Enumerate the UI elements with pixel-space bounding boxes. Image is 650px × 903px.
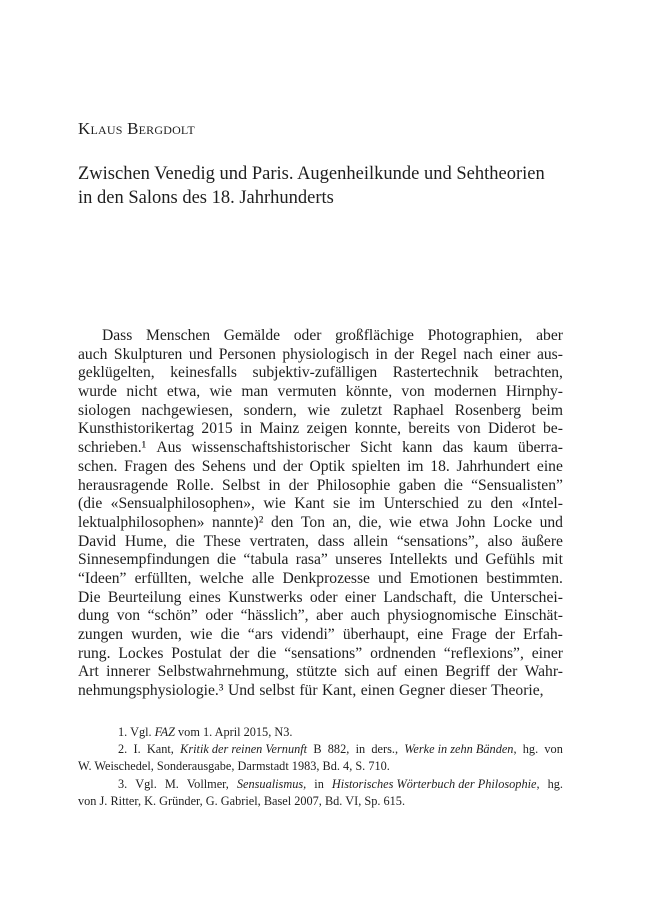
body-word: in (375, 345, 388, 363)
footnote-word: von (544, 742, 563, 757)
body-word: Rolle. (176, 476, 214, 494)
body-word: keinesfalls (170, 364, 237, 382)
body-word: Unterschied (383, 495, 459, 513)
body-word: Fragen (124, 457, 168, 475)
body-word: physiognomische (387, 607, 497, 625)
body-word: zuletzt (340, 401, 383, 419)
footnote-word: Vollmer, (186, 776, 229, 791)
body-word: “hässlich”, (240, 607, 309, 625)
footnote-title: Historisches Wörterbuch der Philosophie, (331, 776, 540, 791)
body-word: zungen (78, 626, 124, 643)
body-word: Rosenberg (454, 401, 522, 419)
body-word: Mainz (259, 420, 300, 438)
footnotes (78, 724, 563, 810)
footnote-word: in (314, 776, 324, 791)
body-word: Locke (493, 513, 533, 531)
footnote-word: hg. (522, 742, 539, 757)
body-word: David (78, 532, 117, 550)
body-word: einen (404, 663, 438, 681)
body-word: wie (389, 513, 412, 531)
body-word: wie (189, 626, 213, 643)
body-word: “sensations” (284, 644, 363, 662)
body-word: ordnenden (370, 644, 436, 662)
body-word: Personen (218, 345, 276, 363)
body-word: Lockes (118, 644, 164, 662)
body-paragraph (78, 327, 563, 701)
body-word: in (268, 476, 281, 494)
body-word: an, (332, 513, 352, 531)
body-word: 2015 (201, 420, 233, 438)
body-word: Raphael (392, 401, 445, 419)
body-line (78, 626, 563, 645)
body-word: der (282, 457, 303, 475)
body-word: physiologisch (282, 345, 370, 363)
body-word: Philosophie (316, 476, 391, 494)
body-word: Beurteilung (107, 588, 182, 606)
footnote-word: ders., (371, 742, 399, 757)
body-word: die, (358, 513, 382, 531)
footnote-1-date: vom 1. April 2015, N3. (174, 725, 293, 739)
footnote-3-line-2: von J. Ritter, K. Gründer, G. Gabriel, Basel 2007, Bd. VI, Sp. 615. (78, 793, 406, 808)
body-word: oder (309, 588, 338, 606)
body-word: äußere (521, 532, 563, 550)
body-word: be- (543, 420, 563, 438)
body-word: Gefühls (485, 551, 535, 569)
body-word: Denkprozesse (282, 569, 370, 587)
body-word: nicht (126, 383, 158, 401)
body-word: nach (463, 345, 493, 363)
body-word: Selbst (222, 476, 261, 494)
body-word: der (497, 663, 518, 681)
body-word: Frage (451, 626, 487, 643)
body-word: aber (536, 327, 563, 344)
body-word: Art (78, 663, 99, 681)
footnote-word: B (313, 742, 322, 757)
body-word: den (270, 513, 294, 531)
body-line (78, 589, 563, 608)
footnote-segment (404, 741, 516, 758)
footnote-1-text: 1. Vgl. (118, 725, 155, 739)
footnote-word: in (355, 742, 366, 757)
body-word: für (299, 682, 318, 700)
body-word: Wahr- (524, 663, 563, 681)
body-word: welche (199, 569, 244, 587)
footnote-title: Werke in zehn Bänden (404, 742, 514, 757)
footnote-title: Kritik der reinen Vernunft (180, 742, 308, 757)
body-word: eines (188, 588, 221, 606)
body-word: Theorie, (491, 682, 544, 700)
body-line (78, 514, 563, 533)
body-word: der (494, 626, 515, 643)
body-word: wie (209, 383, 233, 401)
body-line (78, 663, 563, 682)
body-word: Gegner (399, 682, 445, 700)
body-word: erfüllten, (134, 569, 192, 587)
body-word: der (288, 476, 309, 494)
body-word: kann (402, 439, 433, 457)
body-word: zu (467, 495, 483, 513)
body-word: (die (78, 495, 103, 513)
body-word: wurden, (131, 626, 182, 643)
footnote-3-line-1 (78, 776, 563, 793)
body-word: betrachten, (494, 364, 563, 382)
body-word: Die (78, 588, 101, 606)
body-word: «Sensualphilosophen», (110, 495, 255, 513)
body-word: alle (251, 569, 275, 587)
body-line (78, 533, 563, 552)
body-line (78, 682, 563, 701)
body-word: rung. (78, 644, 111, 662)
body-word: auf (376, 663, 397, 681)
body-word: etwa, (166, 383, 201, 401)
body-word: könnte, (345, 383, 393, 401)
body-word: der (229, 644, 250, 662)
body-word: von (116, 607, 141, 625)
body-line (78, 402, 563, 421)
body-word: Gemälde (223, 327, 281, 344)
body-word: zeigen (306, 420, 348, 438)
footnote-word: M. (164, 776, 179, 791)
body-line (78, 495, 563, 514)
body-word: die (220, 626, 240, 643)
body-word: des (174, 457, 196, 475)
body-word: geklügelten, (78, 364, 155, 382)
footnote-punct: , (513, 742, 517, 757)
body-word: Jahrhundert (456, 457, 531, 475)
body-word: dung (78, 607, 110, 625)
body-word: Selbstwahrnehmung, (157, 663, 289, 681)
body-word: modernen (434, 383, 497, 401)
body-word: sondern, (243, 401, 297, 419)
body-word: eine (536, 457, 563, 475)
body-word: Hume, (124, 532, 167, 550)
body-word: John (456, 513, 486, 531)
body-word: Einschät- (504, 607, 563, 625)
body-word: stützte (296, 663, 337, 681)
body-word: bestimmten. (486, 569, 563, 587)
body-word: Aus (156, 439, 182, 457)
body-word: oder (293, 327, 322, 344)
body-word: dass (317, 532, 345, 550)
body-word: Unterschei- (490, 588, 563, 606)
body-word: “tabula (243, 551, 289, 569)
body-word: “ars (247, 626, 273, 643)
body-word: Und (227, 682, 255, 700)
footnote-1-source: FAZ (154, 725, 175, 739)
body-word: von (457, 420, 481, 438)
body-word: also (487, 532, 513, 550)
body-word: und (252, 457, 277, 475)
body-word: lektualphilosophen» (78, 513, 205, 531)
chapter-title-line-1: Zwischen Venedig und Paris. Augenheilkunde und Sehtheorien (78, 164, 545, 184)
body-word: überhaupt, (342, 626, 410, 643)
body-line (78, 327, 563, 346)
body-word: “sensations”, (396, 532, 479, 550)
body-word: die (443, 476, 463, 494)
body-word: Rastertechnik (392, 364, 479, 382)
body-word: aus- (536, 345, 563, 363)
body-word: und (539, 513, 563, 531)
body-word: der (394, 345, 415, 363)
body-word: “Ideen” (78, 569, 127, 587)
body-word: eine (417, 626, 444, 643)
body-word: These (203, 532, 241, 550)
body-line (78, 570, 563, 589)
body-word: die (217, 551, 237, 569)
body-line (78, 346, 563, 365)
body-word: Begriff (445, 663, 490, 681)
body-word: wie (263, 495, 286, 513)
body-word: allein (353, 532, 389, 550)
body-word: auch (350, 607, 380, 625)
body-word: rasa” (295, 551, 328, 569)
body-word: Sinnesempfindungen (78, 551, 210, 569)
body-word: wie (307, 401, 331, 419)
body-word: die (257, 644, 277, 662)
body-line (78, 364, 563, 383)
body-word: Kunstwerks (228, 588, 303, 606)
body-word: «Intel- (521, 495, 563, 513)
body-word: beim (531, 401, 563, 419)
body-word: Kant (294, 495, 325, 513)
footnote-1 (78, 724, 563, 741)
body-word: Menschen (146, 327, 211, 344)
chapter-title-line-2: in den Salons des 18. Jahrhunderts (78, 188, 334, 208)
body-word: dieser (449, 682, 487, 700)
body-word: Erfah- (523, 626, 563, 643)
body-word: unseres (335, 551, 382, 569)
body-word: im (358, 495, 376, 513)
footnote-word: 2. (118, 742, 128, 757)
body-word: vermuten (277, 383, 337, 401)
footnote-word: I. (133, 742, 141, 757)
body-line (78, 439, 563, 458)
body-word: oder (205, 607, 234, 625)
body-word: Regel (420, 345, 457, 363)
body-word: vertraten, (249, 532, 309, 550)
body-word: von (401, 383, 425, 401)
body-word: aber (316, 607, 343, 625)
body-word: konnte, (354, 420, 402, 438)
body-word: nehmungsphysiologie.³ (78, 682, 224, 700)
body-word: “Sensualisten” (471, 476, 563, 494)
body-word: selbst (259, 682, 295, 700)
footnote-2-line-2: W. Weischedel, Sonderausgabe, Darmstadt 1983, Bd. 4, S. 710. (78, 759, 390, 774)
body-word: großflächige (335, 327, 414, 344)
body-line (78, 607, 563, 626)
body-word: sich (344, 663, 370, 681)
body-word: wissenschaftshistorischer (191, 439, 351, 457)
body-word: einen (360, 682, 395, 700)
body-word: kaum (473, 439, 508, 457)
body-word: subjektiv-zufälligen (252, 364, 378, 382)
body-word: überra- (517, 439, 563, 457)
body-word: Skulpturen (113, 345, 183, 363)
footnote-2-line-1 (78, 741, 563, 758)
body-word: schen. (78, 457, 118, 475)
body-word: einer (344, 588, 377, 606)
body-line (78, 383, 563, 402)
body-word: herausragende (78, 476, 169, 494)
body-word: Sicht (360, 439, 393, 457)
body-line (78, 420, 563, 439)
body-word: Ton (300, 513, 325, 531)
body-word: innerer (106, 663, 151, 681)
body-word: gaben (398, 476, 436, 494)
body-word: bereits (408, 420, 450, 438)
footnote-word: Vgl. (135, 776, 157, 791)
body-word: die (175, 532, 195, 550)
body-word: nachgewiesen, (141, 401, 233, 419)
chapter-title (78, 162, 598, 210)
footnote-word: hg. (547, 776, 563, 791)
body-word: nannte)² (211, 513, 264, 531)
body-word: spielten (351, 457, 401, 475)
body-word: sie (332, 495, 351, 513)
body-word: schrieben.¹ (78, 439, 147, 457)
footnote-word: 3. (118, 776, 128, 791)
body-line (78, 551, 563, 570)
body-word: etwa (419, 513, 449, 531)
body-word: auch (78, 345, 108, 363)
body-word: 18. (430, 457, 450, 475)
footnote-word: Kant, (146, 742, 174, 757)
footnote-word: 882, (327, 742, 350, 757)
body-word: man (241, 383, 269, 401)
body-word: “schön” (147, 607, 198, 625)
body-line (78, 458, 563, 477)
author-name: Klaus Bergdolt (78, 119, 195, 138)
body-word: Landschaft, (383, 588, 457, 606)
body-word: und (188, 345, 213, 363)
body-word: Sehens (201, 457, 246, 475)
body-word: Kunsthistorikertag (78, 420, 195, 438)
body-word: Hirnphy- (505, 383, 563, 401)
footnote-title: Sensualismus, (236, 776, 307, 791)
body-word: Kant, (322, 682, 357, 700)
body-word: Dass (102, 327, 133, 344)
body-word: einer (499, 345, 531, 363)
body-word: “reflexions”, (443, 644, 524, 662)
body-line (78, 645, 563, 664)
body-word: einer (531, 644, 563, 662)
body-word: in (239, 420, 253, 438)
body-word: wurde (78, 383, 117, 401)
body-word: Optik (309, 457, 346, 475)
body-word: Photographien, (427, 327, 523, 344)
body-word: siologen (78, 401, 131, 419)
body-word: Diderot (488, 420, 536, 438)
body-word: im (407, 457, 424, 475)
body-word: und (454, 551, 479, 569)
body-word: videndi” (281, 626, 335, 643)
body-word: das (442, 439, 464, 457)
body-word: und (378, 569, 402, 587)
body-word: mit (542, 551, 563, 569)
body-line (78, 477, 563, 496)
body-word: Emotionen (409, 569, 479, 587)
body-word: den (490, 495, 513, 513)
body-word: Postulat (171, 644, 222, 662)
body-word: Intellekts (389, 551, 448, 569)
body-word: die (463, 588, 483, 606)
